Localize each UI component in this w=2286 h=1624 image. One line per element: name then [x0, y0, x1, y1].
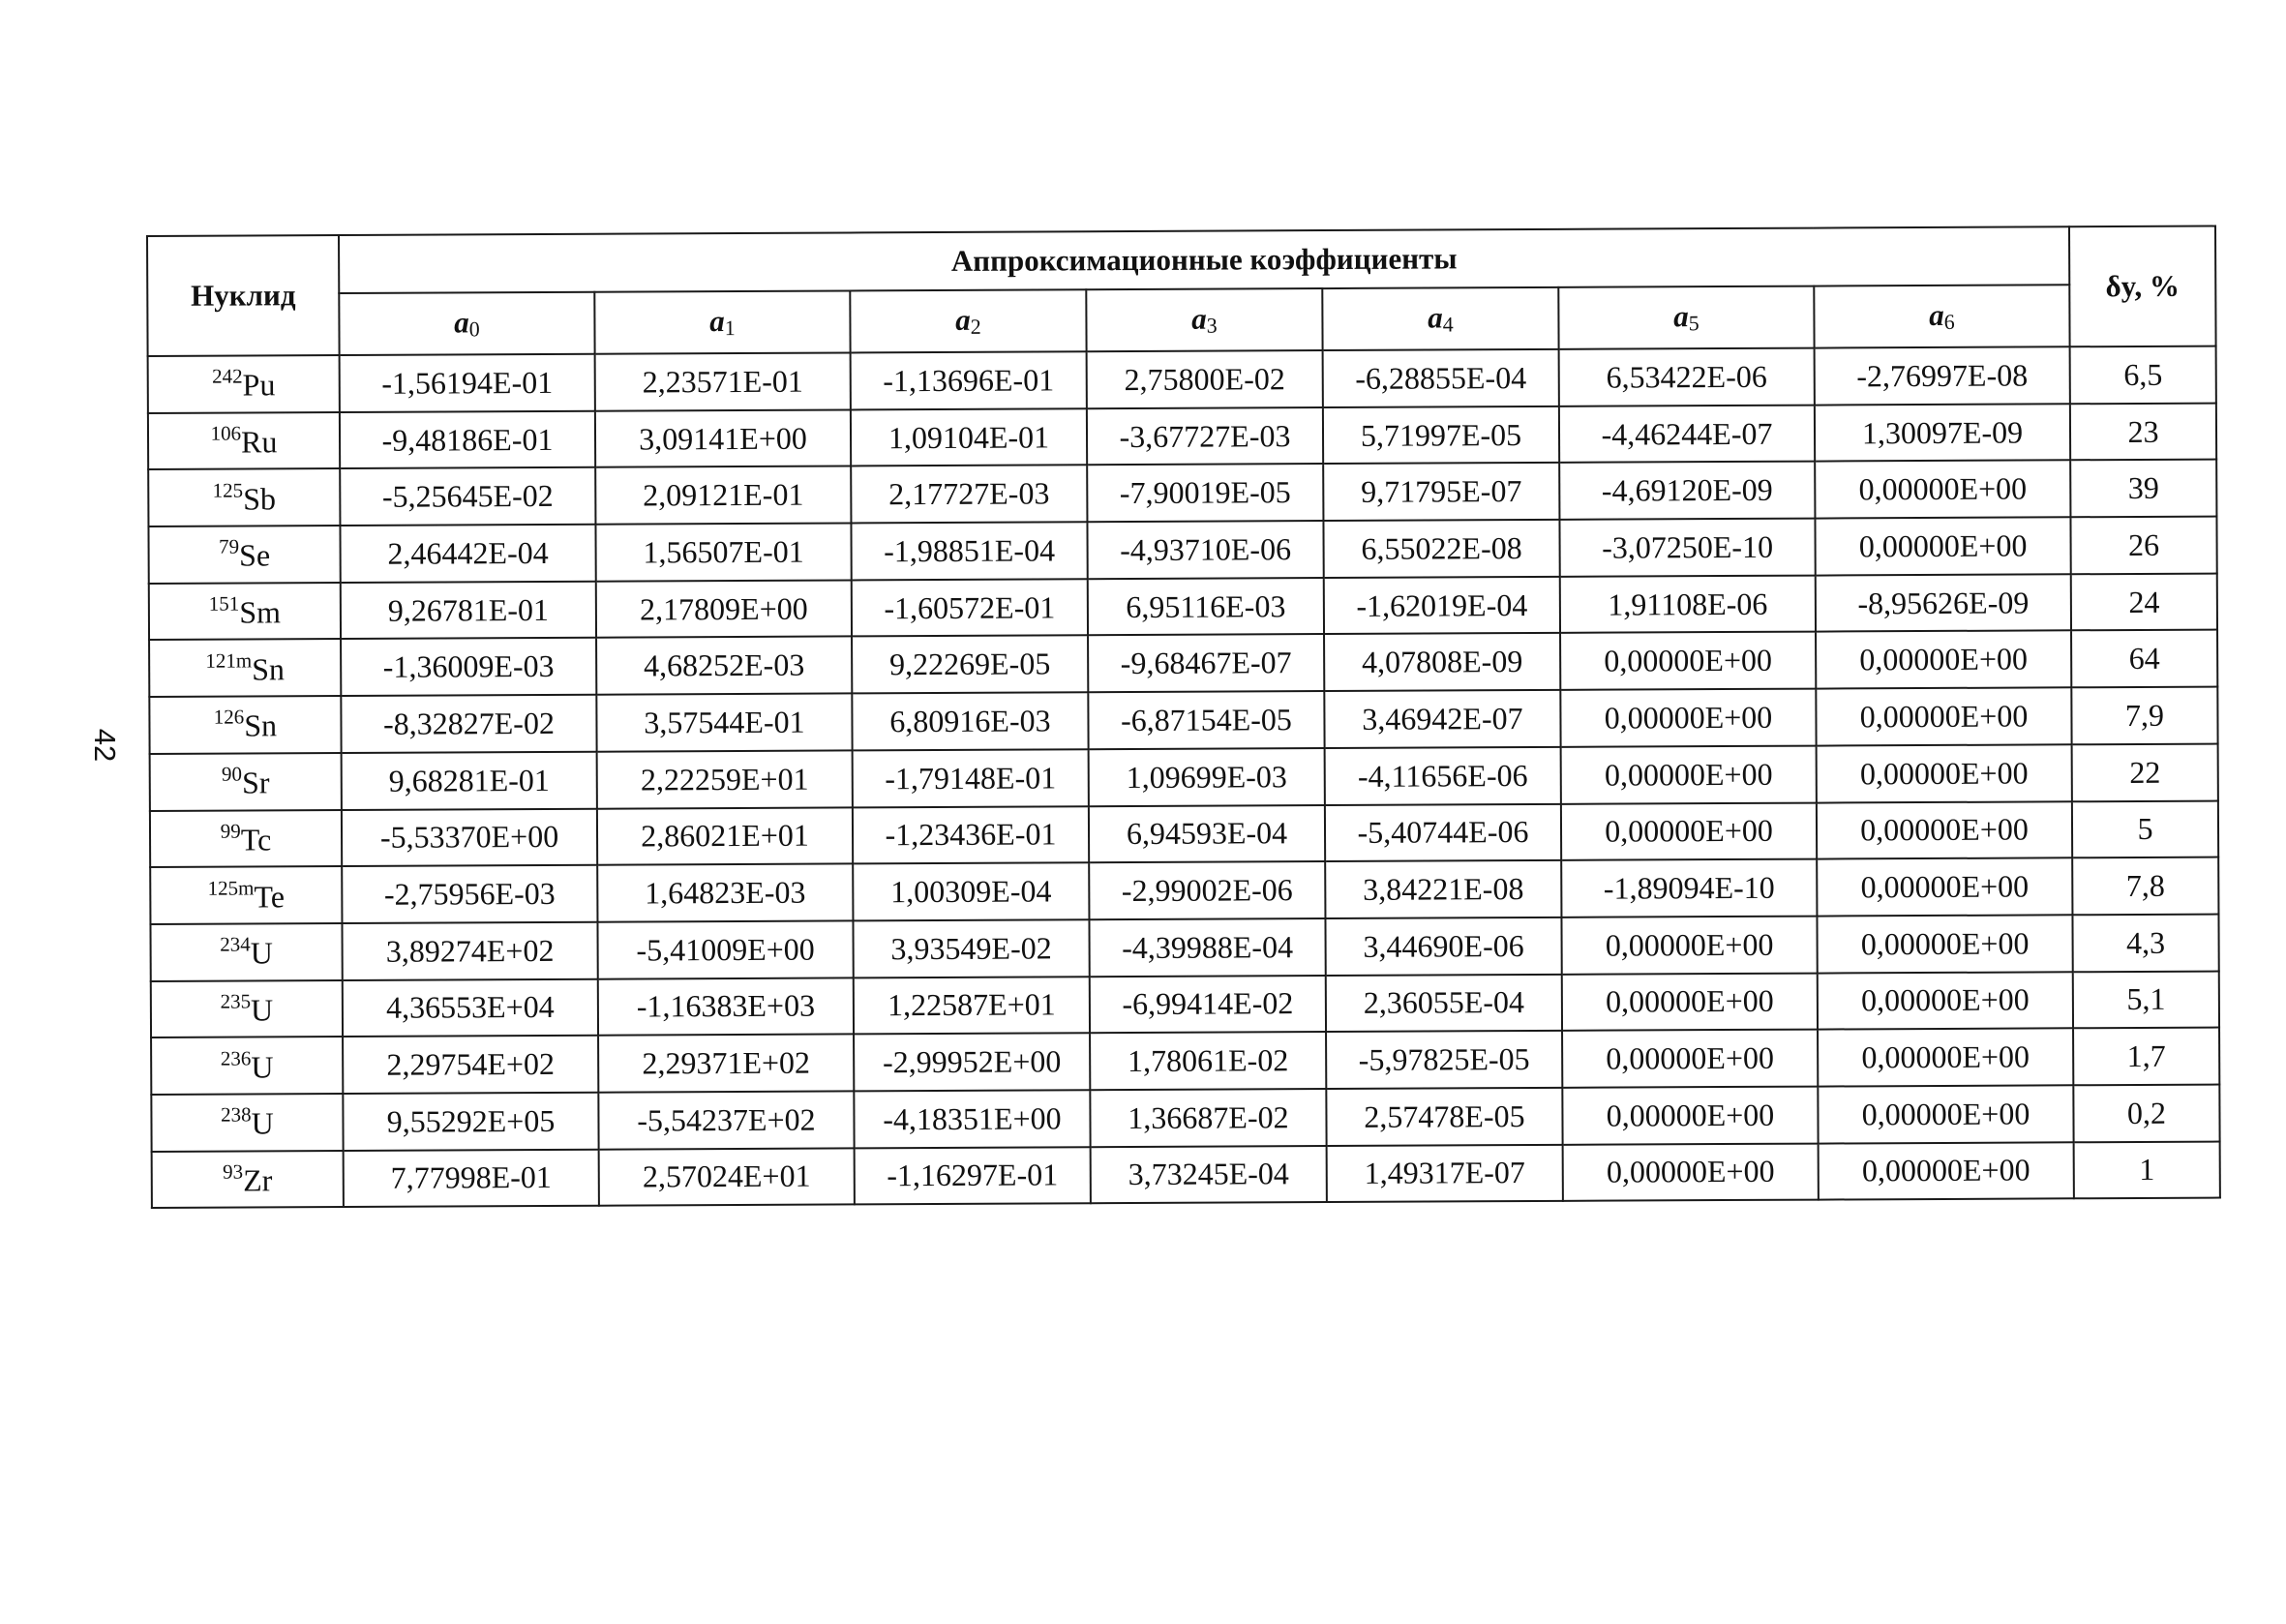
coefficient-cell-a5: 0,00000E+00 [1561, 802, 1817, 860]
coefficient-cell-a1: 4,68252E-03 [596, 637, 852, 695]
coefficient-cell-a3: 1,36687E-02 [1090, 1089, 1326, 1147]
coefficient-cell-a6: -8,95626E-09 [1816, 574, 2071, 632]
coefficient-cell-a0: 2,29754E+02 [343, 1036, 598, 1094]
nuclide-mass-number: 126 [213, 705, 245, 730]
coefficient-cell-a5: 0,00000E+00 [1561, 745, 1817, 803]
delta-cell: 26 [2070, 517, 2216, 574]
nuclide-element: Tc [240, 822, 272, 857]
coefficient-cell-a6: 0,00000E+00 [1817, 915, 2072, 973]
coefficient-cell-a5: 0,00000E+00 [1562, 1030, 1818, 1088]
nuclide-element: U [250, 935, 274, 971]
coefficient-cell-a0: -8,32827E-02 [341, 695, 596, 753]
nuclide-mass-number: 236 [220, 1046, 252, 1070]
nuclide-element: Sn [244, 707, 278, 743]
coefficient-cell-a5: 0,00000E+00 [1561, 916, 1817, 974]
delta-cell: 23 [2070, 403, 2216, 460]
coefficient-cell-a3: -6,99414E-02 [1090, 976, 1326, 1034]
nuclide-element: Te [254, 878, 286, 914]
coefficient-cell-a5: -3,07250E-10 [1559, 519, 1815, 577]
coefficient-header-a0 [339, 292, 594, 355]
coefficient-index: 6 [1943, 309, 1955, 334]
coefficient-cell-a6: 0,00000E+00 [1816, 631, 2071, 689]
nuclide-mass-number: 106 [210, 421, 242, 445]
delta-cell: 5 [2072, 800, 2218, 857]
page-number: 42 [88, 728, 122, 763]
coefficient-cell-a2: -2,99952E+00 [854, 1033, 1090, 1091]
delta-cell: 22 [2072, 743, 2218, 800]
delta-cell: 64 [2071, 630, 2217, 687]
coefficient-cell-a3: 3,73245E-04 [1091, 1146, 1327, 1204]
coefficient-cell-a0: 7,77998E-01 [344, 1149, 599, 1207]
coefficient-cell-a1: 2,17809E+00 [596, 580, 852, 638]
coefficient-index: 1 [724, 316, 736, 341]
coefficient-cell-a2: -4,18351E+00 [854, 1090, 1090, 1148]
coefficient-cell-a3: -4,93710E-06 [1087, 521, 1323, 579]
coefficient-cell-a6: 0,00000E+00 [1818, 1085, 2073, 1143]
coefficient-cell-a1: 2,29371E+02 [598, 1035, 854, 1093]
nuclide-element: U [251, 1105, 274, 1141]
delta-cell: 7,8 [2072, 857, 2218, 915]
coefficient-symbol: a [1929, 297, 1944, 332]
coefficient-cell-a6: 0,00000E+00 [1815, 461, 2070, 519]
coefficient-cell-a4: -6,28855E-04 [1323, 349, 1559, 407]
nuclide-mass-number: 93 [223, 1159, 244, 1184]
nuclide-mass-number: 90 [221, 762, 243, 786]
coefficient-cell-a5: -1,89094E-10 [1561, 859, 1817, 917]
nuclide-mass-number: 235 [220, 989, 252, 1013]
coefficient-cell-a1: 2,86021E+01 [597, 807, 853, 865]
coefficient-cell-a5: 6,53422E-06 [1559, 348, 1815, 406]
coefficient-cell-a4: 3,84221E-08 [1325, 860, 1561, 918]
coefficient-cell-a4: -1,62019E-04 [1324, 577, 1560, 635]
nuclide-cell [148, 526, 340, 584]
coefficient-cell-a2: 2,17727E-03 [851, 466, 1087, 524]
nuclide-element: Sb [243, 481, 277, 517]
nuclide-cell [149, 639, 341, 697]
delta-cell: 7,9 [2071, 687, 2217, 744]
table-row [149, 687, 2217, 754]
coefficient-header-a3 [1086, 288, 1322, 351]
coefficient-index: 3 [1206, 313, 1218, 338]
coefficients-group-header: Аппроксимационные коэффициенты [339, 226, 2069, 293]
coefficient-header-a2 [850, 289, 1086, 352]
coefficient-cell-a5: 1,91108E-06 [1560, 575, 1816, 633]
nuclide-mass-number: 151 [208, 591, 240, 616]
delta-cell: 1 [2074, 1141, 2220, 1198]
nuclide-element: U [251, 1048, 274, 1085]
coefficient-cell-a2: 9,22269E-05 [852, 636, 1088, 694]
coefficient-cell-a3: -2,99002E-06 [1089, 861, 1325, 919]
coefficient-cell-a2: -1,60572E-01 [852, 579, 1088, 637]
coefficient-cell-a2: -1,98851E-04 [851, 522, 1087, 580]
coefficient-cell-a5: -4,69120E-09 [1559, 462, 1815, 520]
table-header-row [147, 226, 2215, 294]
nuclide-mass-number: 125m [207, 875, 255, 900]
nuclide-mass-number: 238 [221, 1102, 252, 1127]
coefficient-cell-a1: -5,54237E+02 [598, 1091, 854, 1149]
coefficient-cell-a1: 2,23571E-01 [595, 352, 851, 410]
coefficient-cell-a5: 0,00000E+00 [1562, 1087, 1818, 1145]
coefficient-cell-a0: -5,53370E+00 [342, 808, 597, 866]
nuclide-mass-number: 125 [212, 478, 244, 502]
nuclide-element: Sr [241, 765, 270, 800]
coefficient-cell-a2: -1,79148E-01 [853, 749, 1089, 807]
nuclide-cell [150, 810, 342, 868]
nuclide-cell [148, 412, 340, 470]
table-row [148, 346, 2216, 413]
coefficient-cell-a2: 1,22587E+01 [854, 977, 1090, 1035]
coefficient-cell-a4: 3,44690E-06 [1325, 917, 1561, 976]
coefficient-cell-a0: -1,36009E-03 [341, 638, 596, 696]
delta-cell: 39 [2070, 460, 2216, 517]
nuclide-mass-number: 121m [205, 648, 253, 673]
nuclide-cell [151, 1037, 343, 1095]
nuclide-cell [150, 866, 342, 924]
coefficient-cell-a1: 1,56507E-01 [595, 524, 851, 582]
delta-cell: 5,1 [2073, 971, 2219, 1028]
approximation-coefficients-table [146, 226, 2221, 1210]
coefficient-cell-a2: -1,13696E-01 [851, 351, 1087, 409]
coefficient-cell-a6: 1,30097E-09 [1815, 404, 2070, 462]
coefficient-cell-a3: 1,78061E-02 [1090, 1032, 1326, 1090]
nuclide-cell [150, 923, 342, 981]
coefficient-cell-a0: 3,89274E+02 [342, 922, 597, 980]
coefficient-cell-a6: 0,00000E+00 [1817, 857, 2072, 916]
coefficient-index: 2 [970, 314, 981, 339]
coefficient-cell-a0: -1,56194E-01 [340, 354, 595, 412]
nuclide-cell [152, 1151, 344, 1209]
coefficient-cell-a1: -1,16383E+03 [598, 977, 854, 1036]
coefficient-cell-a3: 1,09699E-03 [1089, 748, 1325, 806]
coefficient-cell-a1: 2,22259E+01 [597, 750, 853, 808]
delta-cell: 1,7 [2073, 1028, 2219, 1085]
coefficient-cell-a6: 0,00000E+00 [1817, 744, 2072, 802]
coefficient-cell-a1: 2,09121E-01 [595, 466, 851, 525]
nuclide-cell [149, 583, 341, 641]
delta-cell: 6,5 [2070, 346, 2216, 404]
coefficient-cell-a4: 5,71997E-05 [1323, 406, 1559, 465]
table-body [148, 346, 2220, 1209]
coefficient-cell-a1: 3,57544E-01 [596, 694, 852, 752]
coefficient-cell-a5: 0,00000E+00 [1560, 632, 1816, 690]
coefficient-cell-a0: 9,26781E-01 [341, 581, 596, 639]
coefficient-cell-a3: -7,90019E-05 [1087, 464, 1323, 522]
coefficient-cell-a4: -4,11656E-06 [1325, 747, 1561, 805]
coefficient-cell-a4: 4,07808E-09 [1324, 633, 1560, 691]
coefficient-cell-a5: 0,00000E+00 [1563, 1143, 1819, 1201]
coefficient-cell-a6: 0,00000E+00 [1815, 517, 2070, 575]
coefficient-cell-a4: 1,49317E-07 [1327, 1144, 1563, 1202]
table-row [150, 800, 2218, 867]
coefficient-cell-a3: -4,39988E-04 [1089, 918, 1325, 977]
nuclide-element: U [251, 992, 274, 1028]
coefficient-index: 5 [1688, 311, 1699, 336]
nuclide-cell [148, 355, 340, 413]
coefficient-cell-a4: -5,97825E-05 [1326, 1031, 1562, 1089]
table-row [151, 1084, 2219, 1151]
coefficient-cell-a6: 0,00000E+00 [1818, 1029, 2073, 1087]
nuclide-element: Sn [252, 651, 286, 687]
nuclide-cell [151, 980, 343, 1038]
delta-header: δy, % [2069, 226, 2216, 347]
coefficient-cell-a6: 0,00000E+00 [1816, 687, 2071, 745]
coefficient-cell-a0: 4,36553E+04 [343, 978, 598, 1037]
coefficient-symbol: a [1428, 300, 1443, 335]
nuclide-mass-number: 79 [219, 534, 240, 559]
coefficient-cell-a1: 1,64823E-03 [597, 864, 853, 922]
table-row [150, 914, 2218, 980]
coefficient-cell-a3: -3,67727E-03 [1087, 407, 1323, 466]
coefficient-cell-a2: 1,09104E-01 [851, 408, 1087, 466]
coefficient-cell-a6: 0,00000E+00 [1819, 1142, 2074, 1200]
coefficient-cell-a0: -9,48186E-01 [340, 410, 595, 468]
coefficient-cell-a3: 6,94593E-04 [1089, 805, 1325, 863]
table-row [148, 517, 2216, 584]
coefficient-cell-a2: 3,93549E-02 [853, 919, 1089, 977]
coefficient-cell-a6: -2,76997E-08 [1815, 346, 2070, 405]
nuclide-element: Pu [242, 367, 276, 403]
delta-cell: 24 [2071, 573, 2217, 630]
coefficient-cell-a2: 6,80916E-03 [852, 692, 1088, 750]
nuclide-mass-number: 99 [220, 819, 241, 843]
coefficient-cell-a3: -9,68467E-07 [1088, 634, 1324, 692]
coefficient-cell-a2: -1,23436E-01 [853, 806, 1089, 864]
table-row [148, 460, 2216, 526]
table-row [151, 971, 2219, 1038]
table-row [149, 630, 2217, 697]
coefficient-cell-a6: 0,00000E+00 [1818, 972, 2073, 1030]
nuclide-mass-number: 242 [211, 364, 243, 389]
coefficient-cell-a1: 3,09141E+00 [595, 409, 851, 467]
coefficient-cell-a1: -5,41009E+00 [597, 920, 853, 978]
coefficient-cell-a4: 9,71795E-07 [1323, 463, 1559, 521]
delta-cell: 4,3 [2072, 914, 2218, 971]
coefficient-cell-a4: 6,55022E-08 [1323, 520, 1559, 578]
table-row [150, 743, 2218, 810]
table-row [149, 573, 2217, 640]
coefficient-index: 4 [1442, 312, 1454, 337]
nuclide-element: Ru [241, 424, 278, 460]
coefficient-cell-a4: 3,46942E-07 [1324, 690, 1560, 748]
coefficient-cell-a0: 9,55292E+05 [343, 1093, 598, 1151]
coefficient-symbol: a [955, 302, 971, 337]
coefficient-header-a5 [1558, 286, 1814, 349]
table-row [150, 857, 2218, 924]
nuclide-cell [151, 1094, 343, 1152]
nuclide-element: Zr [243, 1162, 273, 1198]
coefficient-symbol: a [1673, 299, 1689, 334]
delta-cell: 0,2 [2073, 1084, 2219, 1141]
coefficient-header-a6 [1814, 285, 2069, 347]
nuclide-header: Нуклид [147, 235, 340, 356]
coefficient-index: 0 [468, 316, 480, 342]
coefficient-cell-a4: 2,36055E-04 [1326, 974, 1562, 1032]
coefficient-header-row [147, 285, 2215, 356]
nuclide-cell [149, 696, 341, 754]
table-row [148, 403, 2216, 469]
coefficient-cell-a0: 9,68281E-01 [342, 752, 597, 810]
coefficient-symbol: a [454, 305, 469, 340]
coefficient-cell-a2: -1,16297E-01 [855, 1147, 1091, 1205]
coefficient-cell-a0: -5,25645E-02 [340, 467, 595, 526]
coefficient-header-a1 [594, 290, 850, 353]
nuclide-element: Se [239, 537, 271, 573]
coefficient-cell-a3: 2,75800E-02 [1087, 350, 1323, 408]
coefficient-cell-a3: -6,87154E-05 [1088, 691, 1324, 749]
coefficient-symbol: a [1191, 301, 1207, 336]
nuclide-cell [150, 753, 342, 811]
coefficient-cell-a6: 0,00000E+00 [1817, 801, 2072, 859]
coefficient-cell-a5: 0,00000E+00 [1560, 689, 1816, 747]
nuclide-element: Sm [239, 594, 282, 630]
coefficient-cell-a0: 2,46442E-04 [340, 525, 595, 583]
coefficient-cell-a0: -2,75956E-03 [342, 865, 597, 923]
nuclide-mass-number: 234 [220, 932, 251, 956]
coefficient-cell-a5: 0,00000E+00 [1562, 973, 1818, 1031]
coefficient-symbol: a [709, 304, 725, 339]
coefficient-cell-a4: 2,57478E-05 [1326, 1088, 1562, 1146]
coefficient-cell-a1: 2,57024E+01 [599, 1148, 855, 1206]
table-row [151, 1028, 2219, 1095]
coefficient-cell-a4: -5,40744E-06 [1325, 803, 1561, 861]
table-row [152, 1141, 2220, 1208]
coefficient-cell-a5: -4,46244E-07 [1559, 405, 1815, 463]
coefficient-cell-a3: 6,95116E-03 [1088, 578, 1324, 636]
coefficient-cell-a2: 1,00309E-04 [853, 862, 1089, 920]
nuclide-cell [148, 468, 340, 526]
coefficient-header-a4 [1322, 287, 1558, 350]
